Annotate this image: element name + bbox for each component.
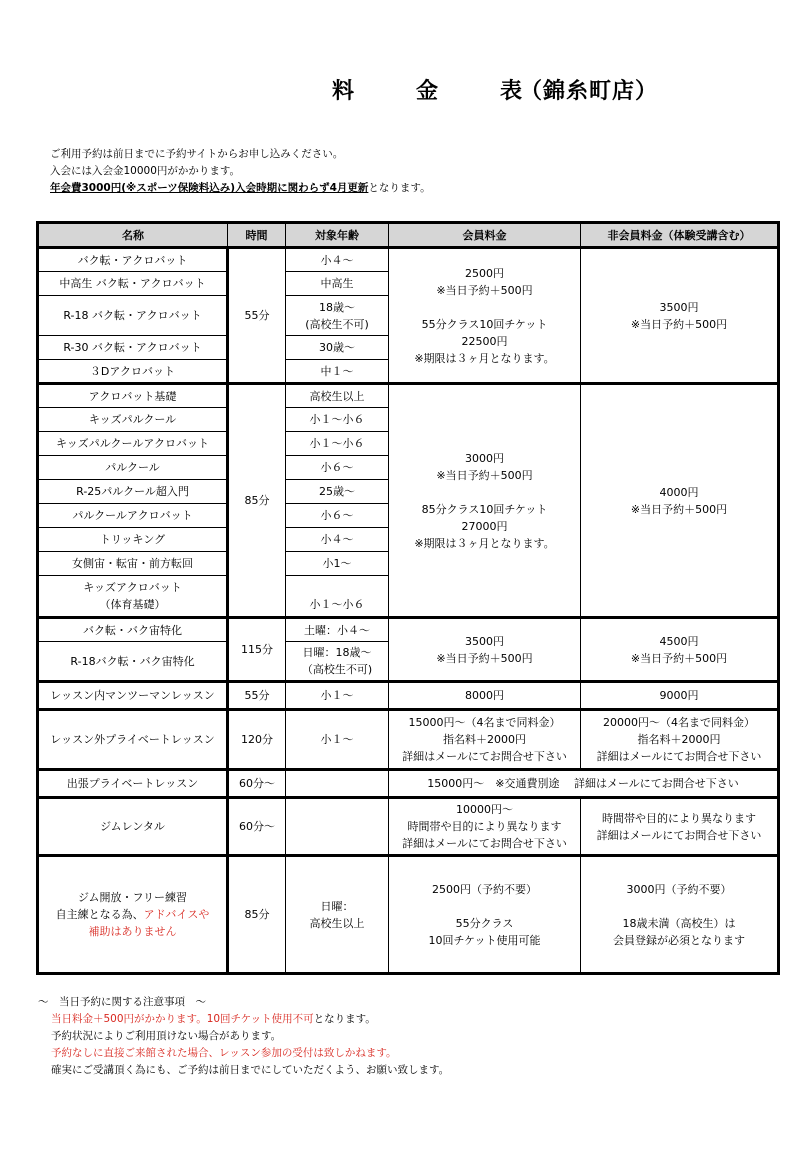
member-price-line: 指名料＋2000円 [443,733,526,746]
class-age: 小６～ [286,456,389,480]
header-nonmember-price: 非会員料金（体験受講含む） [581,223,779,248]
class-age-line: （高校生不可) [301,663,373,676]
member-price-line: 85分クラス10回チケット [421,502,548,516]
class-name: 中高生 バク転・アクロバット [38,272,228,296]
class-name: トリッキング [38,528,228,552]
notes-heading: ～ 当日予約に関する注意事項 ～ [38,996,206,1008]
class-age: 30歳～ [286,336,389,360]
member-price-line: 詳細はメールにてお問合せ下さい [402,837,567,850]
same-day-notes [38,994,449,1079]
class-name [38,856,228,974]
page-title [0,74,812,106]
nonmember-price-line: 20000円～（4名まで同料金） [603,716,755,729]
class-age: 小４～ [286,528,389,552]
member-price-line: 22500円 [461,334,508,348]
class-age [286,642,389,682]
class-name: R-30 バク転・アクロバット [38,336,228,360]
member-price [389,710,581,770]
header-age: 対象年齢 [286,223,389,248]
nonmember-price-line: 詳細はメールにてお問合せ下さい [596,750,762,763]
class-age: 高校生以上 [286,384,389,408]
class-age: 土曜：小４～ [286,618,389,642]
class-name: レッスン内マンツーマンレッスン [38,682,228,710]
member-price-line: 3000円 [465,451,504,465]
intro-line-1: ご利用予約は前日までに予約サイトからお申し込みください。 [50,148,344,160]
class-name: R-18 バク転・アクロバット [38,296,228,336]
nonmember-price [581,798,779,856]
member-price-line: 3500円 [465,634,504,648]
class-time: 60分～ [228,770,286,798]
class-name: バク転・アクロバット [38,248,228,272]
member-price-line: ※期限は３ヶ月となります。 [414,536,555,550]
nonmember-price-line: 3500円 [659,300,699,314]
class-age: 中高生 [286,272,389,296]
class-age: 小１～ [286,682,389,710]
member-price-line: 55分クラス10回チケット [421,317,548,331]
member-price-line: 27000円 [461,519,508,533]
nonmember-price-line: ※当日予約＋500円 [630,651,728,665]
class-name: バク転・バク宙特化 [38,618,228,642]
member-price-line: 時間帯や目的により異なります [407,820,562,833]
notes-line-1-rest: となります。 [313,1013,376,1025]
class-age-line: (高校生不可) [305,317,369,331]
same-day-fee-warning: 当日料金＋500円がかかります。10回チケット使用不可 [51,1013,314,1025]
class-age: 25歳～ [286,480,389,504]
header-time: 時間 [228,223,286,248]
nonmember-price [581,384,779,618]
member-price-line: ※当日予約＋500円 [436,468,533,482]
table-row [38,856,779,974]
nonmember-price-line: 会員登録が必須となります [613,933,745,947]
nonmember-price-line: 指名料＋2000円 [637,733,721,746]
member-price-line: 15000円～（4名まで同料金） [408,716,561,729]
member-price-line: 10回チケット使用可能 [428,933,541,947]
intro-line-3 [50,180,431,197]
class-name [38,576,228,618]
nonmember-price [581,856,779,974]
table-row [38,798,779,856]
table-row [38,248,779,272]
table-row [38,770,779,798]
fee-table [36,221,780,975]
member-price: 8000円 [389,682,581,710]
nonmember-price [581,248,779,384]
class-name: レッスン外プライベートレッスン [38,710,228,770]
class-name: ３Dアクロバット [38,360,228,384]
intro-line-3-rest: となります。 [368,182,431,194]
member-price-line: ※期限は３ヶ月となります。 [414,351,555,365]
class-age [286,770,389,798]
member-price-line: 10000円～ [456,803,513,816]
title-store: （錦糸町店） [520,79,659,104]
class-name: キッズパルクール [38,408,228,432]
member-price-line: 2500円（予約不要） [432,882,537,896]
nonmember-price-line: 4500円 [659,634,699,648]
class-age [286,296,389,336]
nonmember-price [581,710,779,770]
class-age: 小１～小６ [286,432,389,456]
member-price-line: 2500円 [465,266,504,280]
class-time: 55分 [228,682,286,710]
member-price [389,384,581,618]
header-name: 名称 [38,223,228,248]
class-name-line [39,906,226,923]
nonmember-price: 9000円 [581,682,779,710]
class-age-line: 18歳～ [319,300,355,314]
member-price [389,618,581,682]
table-header-row [38,223,779,248]
nonmember-price-line: 時間帯や目的により異なります [602,811,756,825]
nonmember-price-line: ※当日予約＋500円 [630,502,728,516]
class-name: パルクールアクロバット [38,504,228,528]
class-age: 中１～ [286,360,389,384]
table-row [38,618,779,642]
table-row [38,710,779,770]
class-name-line: ジム開放・フリー練習 [77,891,188,904]
class-time: 85分 [228,856,286,974]
member-price [389,856,581,974]
class-name: R-25パルクール超入門 [38,480,228,504]
table-row [38,384,779,408]
member-price [389,248,581,384]
class-age: 小1～ [286,552,389,576]
class-name-line: （体育基礎） [99,598,166,611]
nonmember-price-line: 3000円（予約不要） [626,882,732,896]
class-name: R-18バク転・バク宙特化 [38,642,228,682]
no-advice-warning: アドバイスや [143,908,210,921]
class-name: 出張プライベートレッスン [38,770,228,798]
member-price-line: 55分クラス [455,916,514,930]
dispatch-price: 15000円～ ※交通費別途 詳細はメールにてお問合せ下さい [389,770,779,798]
class-name-part: 自主練となる為、 [55,908,144,921]
nonmember-price [581,618,779,682]
class-age: 小６～ [286,504,389,528]
class-age-line: 日曜： [320,899,354,913]
notes-line-2: 予約状況によりご利用頂けない場合があります。 [51,1030,282,1042]
class-name: パルクール [38,456,228,480]
class-age: 小１～ [286,710,389,770]
header-member-price: 会員料金 [389,223,581,248]
class-name-line: キッズアクロバット [83,581,182,594]
class-age-line: 小１～小６ [309,597,365,611]
class-time: 85分 [228,384,286,618]
nonmember-price-line: 18歳未満（高校生）は [622,916,736,930]
class-age [286,576,389,618]
table-row [38,682,779,710]
no-assist-warning: 補助はありません [88,925,177,938]
notes-line-4: 確実にご受講頂く為にも、ご予約は前日までにしていただくよう、お願い致します。 [51,1064,450,1076]
member-price [389,798,581,856]
member-price-line: ※当日予約＋500円 [436,283,533,297]
class-name: 女側宙・転宙・前方転回 [38,552,228,576]
notes-line-1 [38,1011,449,1028]
class-time: 60分～ [228,798,286,856]
intro-text [50,146,431,197]
class-age-line: 日曜：18歳～ [302,646,372,659]
class-age: 小１～小６ [286,408,389,432]
class-age [286,856,389,974]
class-name: キッズパルクールアクロバット [38,432,228,456]
nonmember-price-line: 詳細はメールにてお問合せ下さい [596,828,762,842]
intro-line-2: 入会には入会金10000円がかかります。 [50,165,241,177]
class-name: アクロバット基礎 [38,384,228,408]
class-name: ジムレンタル [38,798,228,856]
class-age: 小４～ [286,248,389,272]
nonmember-price-line: 4000円 [659,485,699,499]
class-age [286,798,389,856]
member-price-line: ※当日予約＋500円 [436,651,533,665]
notes-line-3: 予約なしに直接ご来館された場合、レッスン参加の受付は致しかねます。 [51,1047,397,1059]
member-price-line: 詳細はメールにてお問合せ下さい [402,750,567,763]
class-time: 115分 [228,618,286,682]
title-main: 料 金 表 [332,79,543,104]
class-time: 55分 [228,248,286,384]
nonmember-price-line: ※当日予約＋500円 [630,317,728,331]
annual-fee-note: 年会費3000円(※スポーツ保険料込み)入会時期に関わらず4月更新 [50,182,369,194]
class-age-line: 高校生以上 [309,916,365,930]
class-time: 120分 [228,710,286,770]
